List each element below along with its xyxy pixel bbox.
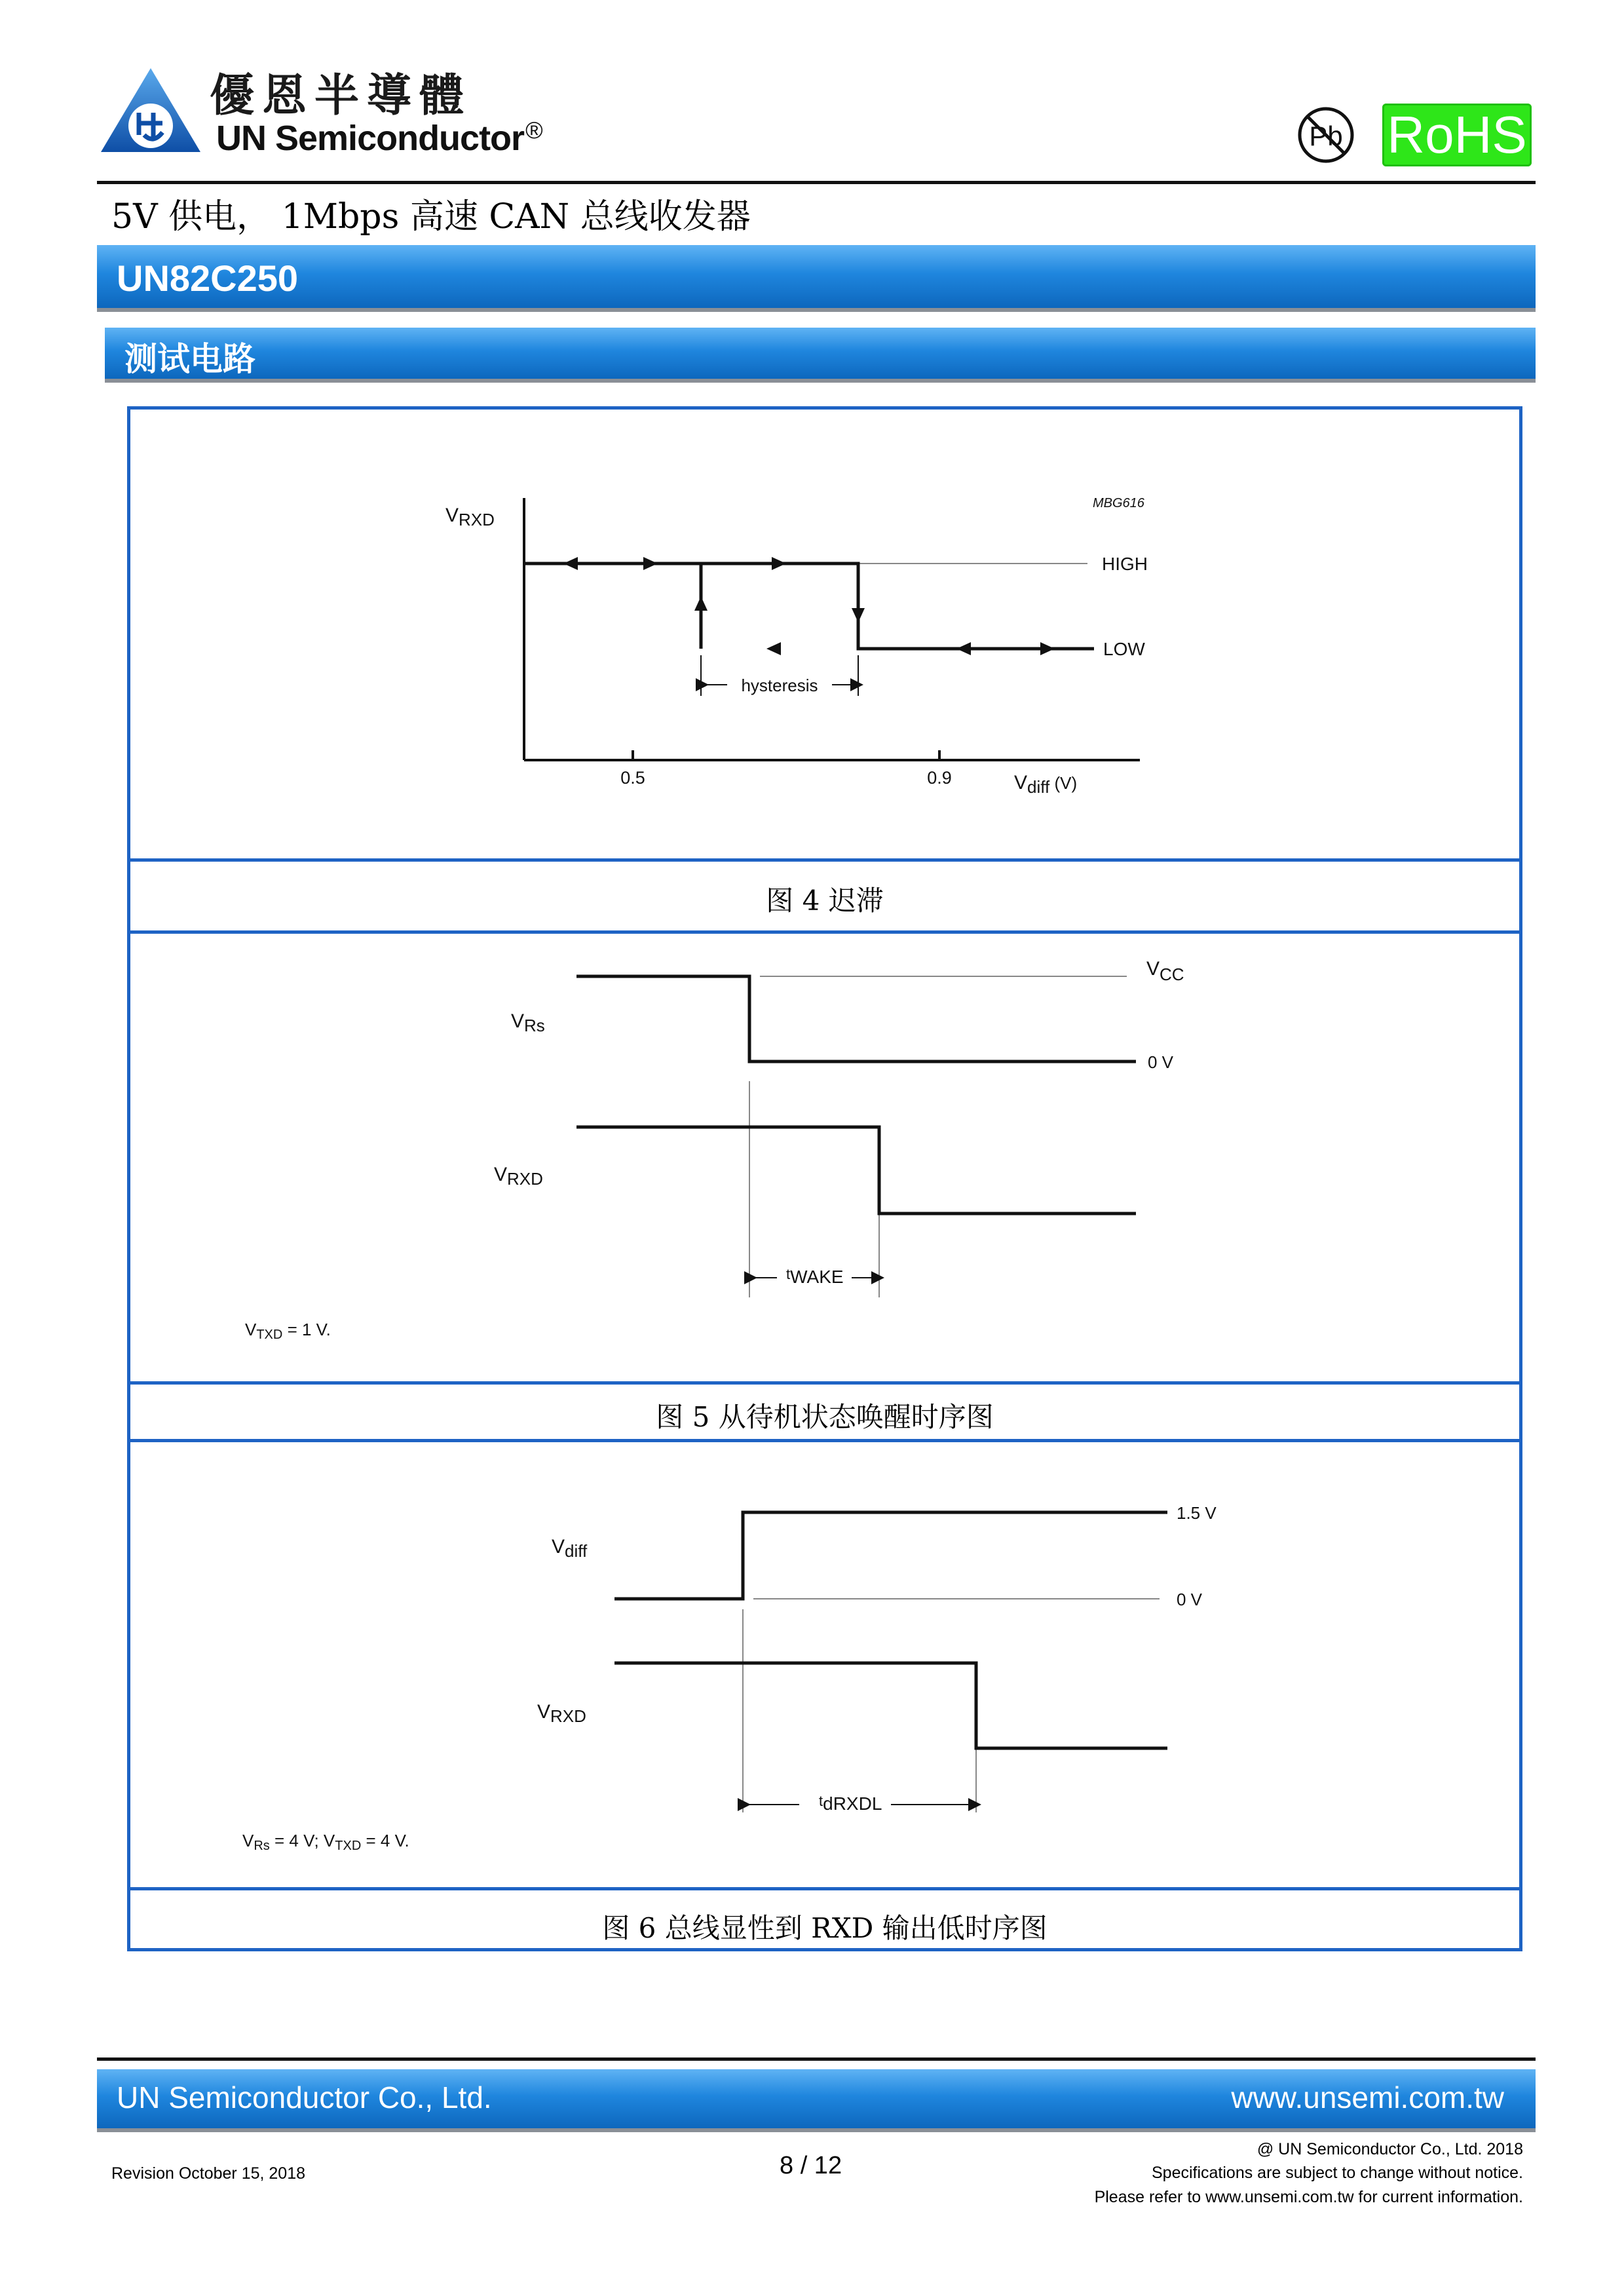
footer-bar [97,2069,1536,2128]
vrs-label: VRs [511,1010,545,1035]
footer-notice: Please refer to www.unsemi.com.tw for current information. [1094,2188,1523,2206]
test-condition-note: VTXD = 1 V. [245,1320,331,1342]
figure-6-rxd-delay-timing [0,1439,1624,1891]
company-name-en: UN Semiconductor® [216,117,542,158]
copyright: @ UN Semiconductor Co., Ltd. 2018 [1256,2140,1523,2158]
rxd-high-to-low-path [524,564,1094,649]
footer-notice: Specifications are subject to change without notice. [1151,2164,1523,2182]
twake-label: $^t$WAKE [786,1266,844,1287]
figure-5-caption: 图 5 从待机状态唤醒时序图 [656,1401,994,1433]
svg-text:Pb: Pb [1309,121,1343,151]
x-axis-label: Vdiff (V) [1014,772,1078,797]
document-subtitle: 5V 供电， 1Mbps 高速 CAN 总线收发器 [111,197,751,237]
section-title: 测试电路 [124,341,255,377]
x-tick-label: 0.5 [620,768,645,788]
zero-volt-label: 0 V [1148,1052,1174,1072]
vrxd-label: VRXD [537,1701,586,1726]
vdiff-label: Vdiff [552,1536,588,1561]
test-condition-note: VRs = 4 V; VTXD = 4 V. [242,1831,409,1853]
y-axis-label: VRXD [445,505,495,529]
figure-4-hysteresis [0,0,1624,865]
vrs-waveform [576,976,1136,1062]
hysteresis-label: hysteresis [741,676,818,695]
figure-6-caption: 图 6 总线显性到 RXD 输出低时序图 [602,1912,1048,1944]
page-number: 8 / 12 [780,2152,842,2179]
part-number: UN82C250 [117,258,299,299]
figure-4-caption: 图 4 迟滞 [766,885,884,917]
footer-website[interactable]: www.unsemi.com.tw [1231,2080,1504,2114]
figure-5-wake-timing [0,930,1624,1383]
vdiff-waveform [614,1512,1167,1599]
vrxd-label: VRXD [494,1164,543,1189]
vcc-level-label: VCC [1146,958,1184,984]
revision-date: Revision October 15, 2018 [111,2164,306,2183]
figure-code: MBG616 [1093,496,1144,510]
footer-rule [97,2057,1536,2061]
x-tick-label: 0.9 [927,768,952,788]
level-low-label: LOW [1103,639,1145,659]
level-high-label: HIGH [1102,554,1148,574]
company-name-zh: 優恩半導體 [210,69,472,122]
footer-company: UN Semiconductor Co., Ltd. [117,2080,492,2114]
vrxd-waveform [614,1663,1167,1748]
vrxd-waveform [576,1127,1136,1214]
rohs-badge: RoHS [1382,104,1532,166]
zero-volt-label: 0 V [1177,1590,1203,1609]
tdrxdl-label: $^t$dRXDL [819,1793,882,1814]
vdiff-level-label: 1.5 V [1177,1503,1217,1523]
